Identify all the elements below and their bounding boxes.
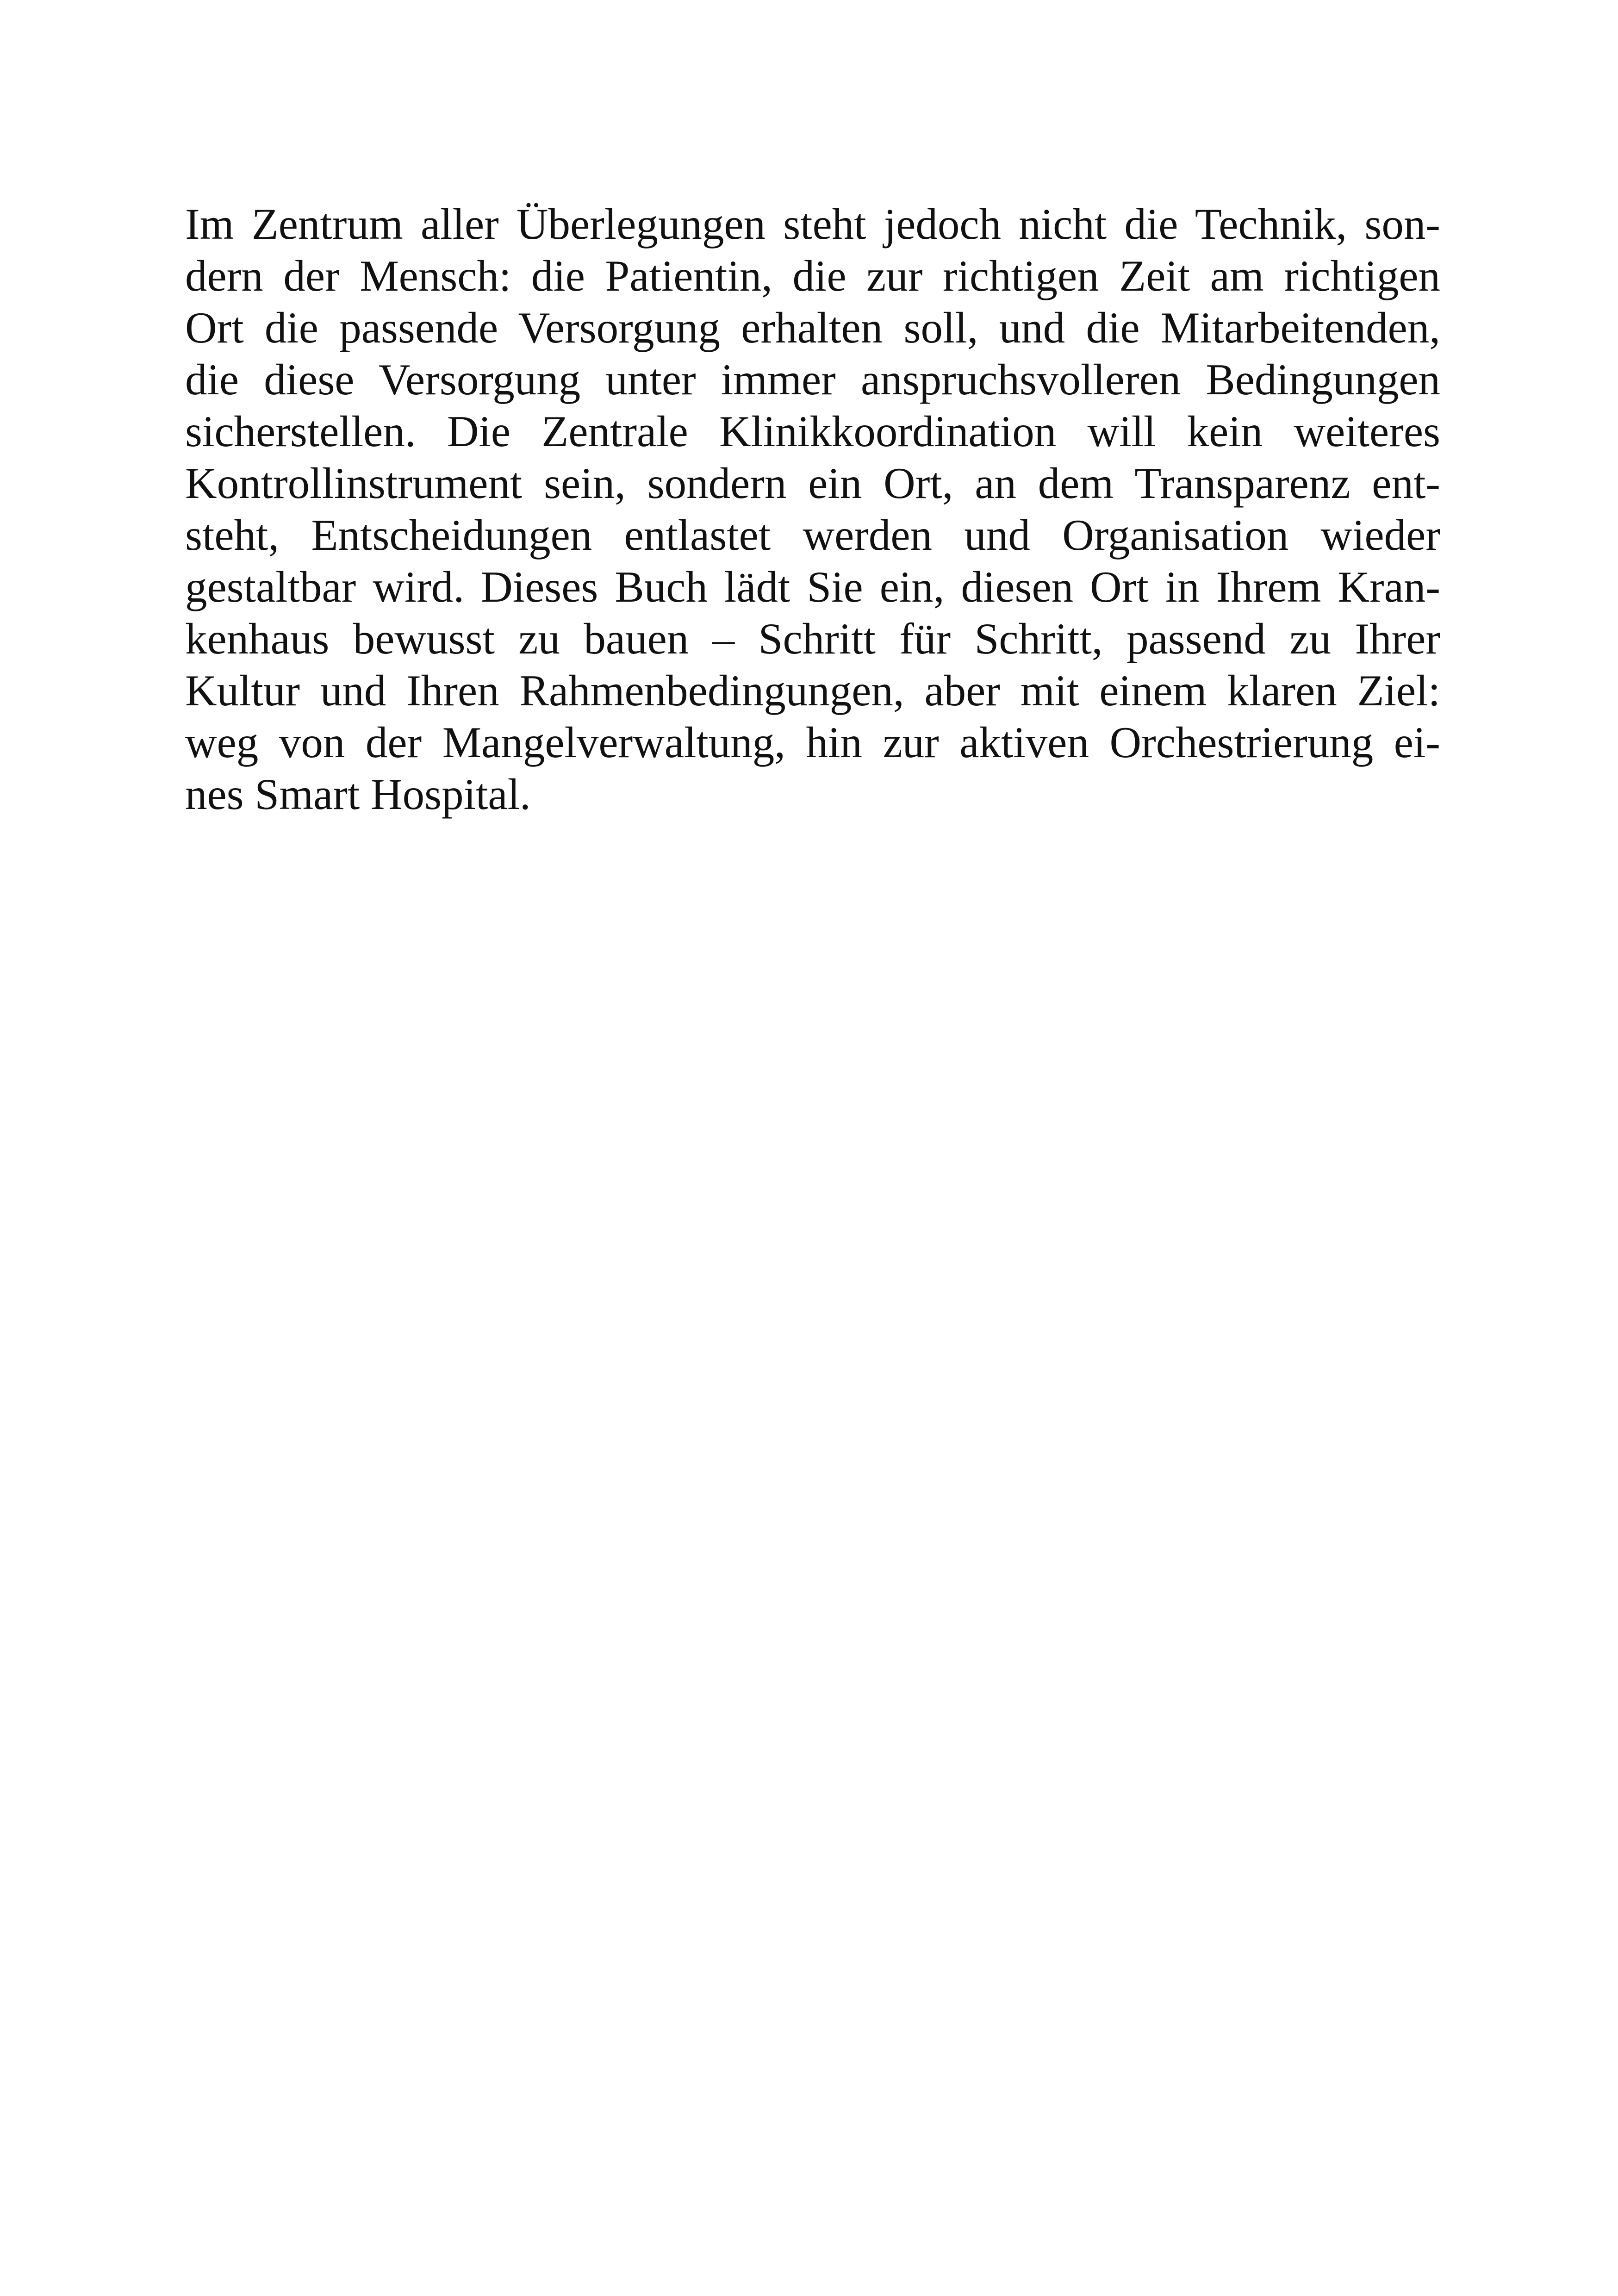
paragraph-line: gestaltbar wird. Dieses Buch lädt Sie ein, diesen Ort in Ihrem Kran-: [185, 562, 1440, 611]
paragraph-line: Im Zentrum aller Überlegungen steht jedoch nicht die Technik, son-: [185, 199, 1440, 249]
paragraph-line: Kultur und Ihren Rahmenbedingungen, aber mit einem klaren Ziel:: [185, 666, 1440, 715]
paragraph-line: sicherstellen. Die Zentrale Klinikkoordination will kein weiteres: [185, 407, 1440, 456]
body-paragraph: [185, 198, 1440, 820]
paragraph-line: steht, Entscheidungen entlastet werden und Organisation wieder: [185, 510, 1440, 560]
paragraph-line: die diese Versorgung unter immer anspruchsvolleren Bedingungen: [185, 355, 1440, 404]
paragraph-line: dern der Mensch: die Patientin, die zur richtigen Zeit am richtigen: [185, 251, 1440, 300]
paragraph-line: Ort die passende Versorgung erhalten soll, und die Mitarbeitenden,: [185, 303, 1440, 352]
paragraph-line: weg von der Mangelverwaltung, hin zur aktiven Orchestrierung ei-: [185, 718, 1440, 767]
paragraph-line: nes Smart Hospital.: [185, 770, 531, 819]
paragraph-line: kenhaus bewusst zu bauen – Schritt für Schritt, passend zu Ihrer: [185, 614, 1440, 663]
paragraph-line: Kontrollinstrument sein, sondern ein Ort, an dem Transparenz ent-: [185, 459, 1440, 508]
